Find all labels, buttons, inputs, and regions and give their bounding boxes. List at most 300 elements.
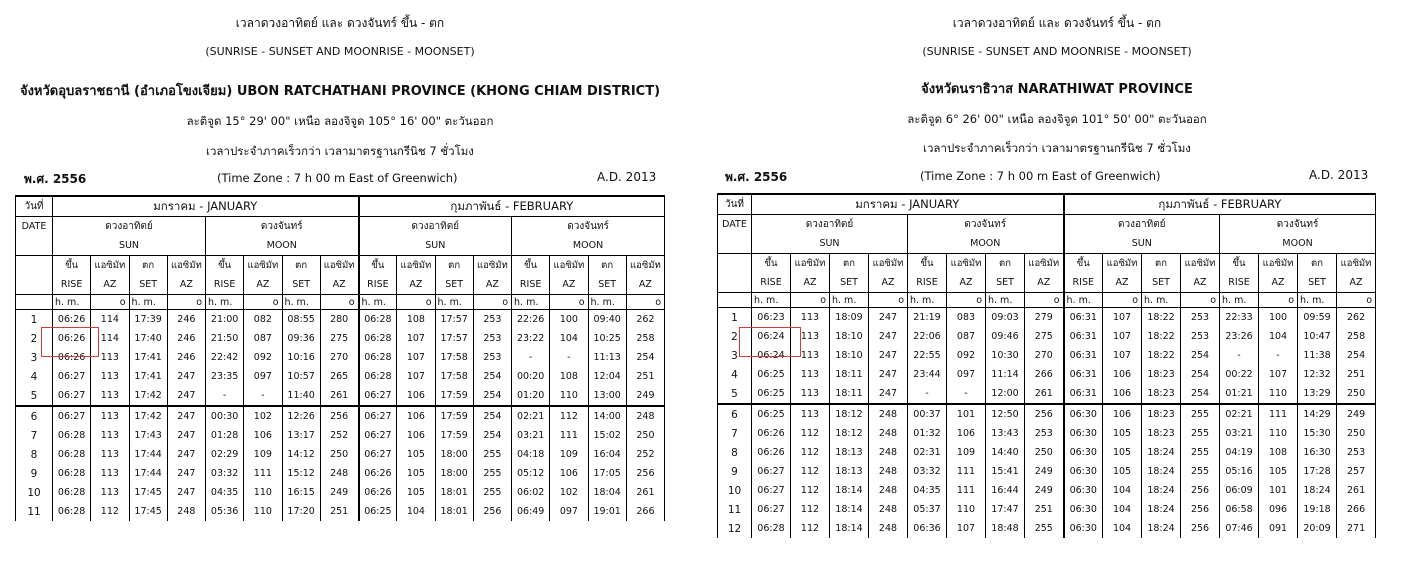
- table-cell: 113: [91, 464, 129, 483]
- table-cell: 17:57: [435, 310, 473, 330]
- coordinates: ละติจูด 15° 29' 00" เหนือ ลองจิจูด 105° 16' 00" ตะวันออก: [186, 114, 494, 128]
- timezone-thai: เวลาประจำภาคเร็วกว่า เวลามาตรฐานกรีนิช 7 ชั่วโมง: [206, 144, 474, 158]
- table-cell: 18:14: [830, 481, 869, 500]
- table-cell: 06:58: [1220, 500, 1259, 519]
- header-sun: SUN: [359, 236, 512, 256]
- table-cell: -: [206, 386, 244, 406]
- table-cell: 113: [91, 386, 129, 406]
- table-cell: 18:23: [1142, 424, 1181, 443]
- table-cell: 112: [791, 481, 830, 500]
- day-number: 2: [718, 327, 752, 346]
- table-cell: 17:41: [129, 367, 167, 386]
- subheader-thai: ขึ้น: [1220, 254, 1259, 274]
- header-sun: SUN: [53, 236, 206, 256]
- title-thai: เวลาดวงอาทิตย์ และ ดวงจันทร์ ขึ้น - ตก: [952, 16, 1162, 30]
- subheader-english: AZ: [397, 275, 435, 295]
- unit-degrees: o: [869, 293, 908, 308]
- unit-hours-minutes: h. m.: [53, 295, 91, 310]
- table-cell: 102: [550, 483, 588, 502]
- table-cell: 110: [1259, 384, 1298, 404]
- table-row: [16, 348, 665, 367]
- subheader-english: AZ: [1103, 273, 1142, 293]
- subheader-thai: แอซิมัท: [626, 256, 664, 276]
- table-cell: 254: [473, 367, 511, 386]
- table-cell: 107: [1103, 327, 1142, 346]
- unit-degrees: o: [397, 295, 435, 310]
- table-cell: 18:12: [830, 404, 869, 424]
- table-cell: 255: [1181, 443, 1220, 462]
- table-cell: 16:30: [1298, 443, 1337, 462]
- unit-hours-minutes: h. m.: [435, 295, 473, 310]
- table-cell: 18:23: [1142, 384, 1181, 404]
- unit-degrees: o: [1181, 293, 1220, 308]
- subheader-thai: แอซิมัท: [869, 254, 908, 274]
- table-cell: 09:40: [588, 310, 626, 330]
- subheader-english: AZ: [167, 275, 205, 295]
- unit-degrees: o: [550, 295, 588, 310]
- table-cell: 18:01: [435, 502, 473, 521]
- table-cell: 06:26: [53, 310, 91, 330]
- unit-hours-minutes: h. m.: [1142, 293, 1181, 308]
- subheader-thai: ขึ้น: [359, 256, 397, 276]
- header-moon: MOON: [206, 236, 359, 256]
- table-cell: 17:58: [435, 367, 473, 386]
- table-cell: 255: [473, 445, 511, 464]
- table-cell: 10:47: [1298, 327, 1337, 346]
- subheader-thai: ขึ้น: [752, 254, 791, 274]
- timezone-english: (Time Zone : 7 h 00 m East of Greenwich): [217, 171, 458, 185]
- table-cell: 02:21: [1220, 404, 1259, 424]
- table-cell: 06:30: [1064, 500, 1103, 519]
- table-cell: 18:13: [830, 443, 869, 462]
- table-cell: 12:04: [588, 367, 626, 386]
- table-cell: 18:23: [1142, 365, 1181, 384]
- table-cell: 06:28: [53, 464, 91, 483]
- subheader-english: RISE: [206, 275, 244, 295]
- table-row: [16, 256, 665, 276]
- table-cell: 17:59: [435, 406, 473, 426]
- unit-degrees: o: [91, 295, 129, 310]
- subheader-thai: แอซิมัท: [1181, 254, 1220, 274]
- table-cell: -: [1259, 346, 1298, 365]
- subheader-english: AZ: [320, 275, 358, 295]
- table-cell: 06:23: [752, 308, 791, 328]
- table-cell: -: [908, 384, 947, 404]
- subheader-thai: ตก: [986, 254, 1025, 274]
- table-cell: 262: [1337, 308, 1376, 328]
- table-cell: 21:19: [908, 308, 947, 328]
- table-cell: 114: [91, 310, 129, 330]
- table-cell: 107: [397, 348, 435, 367]
- table-cell: 247: [869, 308, 908, 328]
- unit-hours-minutes: h. m.: [359, 295, 397, 310]
- table-cell: 13:17: [282, 426, 320, 445]
- subheader-english: SET: [129, 275, 167, 295]
- table-cell: 107: [947, 519, 986, 538]
- subheader-english: SET: [588, 275, 626, 295]
- table-cell: 18:01: [435, 483, 473, 502]
- table-cell: 106: [397, 406, 435, 426]
- title-thai: เวลาดวงอาทิตย์ และ ดวงจันทร์ ขึ้น - ตก: [235, 16, 445, 30]
- table-cell: 249: [320, 483, 358, 502]
- table-cell: 107: [1103, 346, 1142, 365]
- table-cell: 256: [473, 502, 511, 521]
- province-name: จังหวัดอุบลราชธานี (อำเภอโขงเจียม) UBON RATCHATHANI PROVINCE (KHONG CHIAM DISTRICT): [19, 84, 661, 99]
- header-sun-thai: ดวงอาทิตย์: [1064, 215, 1220, 235]
- table-cell: 13:43: [986, 424, 1025, 443]
- table-cell: 250: [1025, 443, 1064, 462]
- header-moon-thai: ดวงจันทร์: [1220, 215, 1376, 235]
- subheader-english: AZ: [550, 275, 588, 295]
- table-cell: 255: [1181, 404, 1220, 424]
- table-cell: 104: [1103, 500, 1142, 519]
- table-cell: 15:12: [282, 464, 320, 483]
- subheader-english: AZ: [626, 275, 664, 295]
- table-cell: 250: [1337, 384, 1376, 404]
- subheader-thai: ขึ้น: [206, 256, 244, 276]
- table-row: [16, 196, 665, 217]
- table-cell: 256: [1181, 500, 1220, 519]
- header-sun-thai: ดวงอาทิตย์: [359, 217, 512, 237]
- table-cell: 02:29: [206, 445, 244, 464]
- table-cell: 18:12: [830, 424, 869, 443]
- table-cell: 110: [244, 502, 282, 521]
- table-cell: 06:28: [53, 445, 91, 464]
- subheader-english: AZ: [473, 275, 511, 295]
- table-row: [718, 462, 1376, 481]
- table-cell: 107: [397, 329, 435, 348]
- table-cell: 23:26: [1220, 327, 1259, 346]
- table-cell: 253: [1025, 424, 1064, 443]
- table-row: [16, 502, 665, 521]
- table-row: [718, 327, 1376, 346]
- table-cell: 114: [91, 329, 129, 348]
- subheader-thai: แอซิมัท: [1025, 254, 1064, 274]
- table-cell: 23:35: [206, 367, 244, 386]
- table-cell: 113: [91, 483, 129, 502]
- table-cell: 18:24: [1142, 481, 1181, 500]
- table-cell: 113: [791, 346, 830, 365]
- table-cell: 06:26: [53, 348, 91, 367]
- table-row: [16, 406, 665, 426]
- table-cell: 110: [947, 500, 986, 519]
- title-english: (SUNRISE - SUNSET AND MOONRISE - MOONSET): [922, 45, 1192, 58]
- table-cell: 17:59: [435, 386, 473, 406]
- table-cell: 04:18: [512, 445, 550, 464]
- table-cell: 06:27: [53, 367, 91, 386]
- unit-hours-minutes: h. m.: [986, 293, 1025, 308]
- table-cell: 06:49: [512, 502, 550, 521]
- table-cell: 18:10: [830, 346, 869, 365]
- table-cell: 18:14: [830, 519, 869, 538]
- table-cell: 12:32: [1298, 365, 1337, 384]
- subheader-english: RISE: [512, 275, 550, 295]
- table-cell: 06:31: [1064, 346, 1103, 365]
- header-day-thai: วันที่: [718, 194, 752, 215]
- table-cell: 09:03: [986, 308, 1025, 328]
- day-number: 1: [718, 308, 752, 328]
- day-number: 11: [16, 502, 53, 521]
- table-row: [16, 217, 665, 237]
- table-cell: 251: [1025, 500, 1064, 519]
- table-cell: 06:25: [752, 365, 791, 384]
- table-cell: 06:27: [359, 445, 397, 464]
- table-cell: 06:26: [359, 483, 397, 502]
- year-be: พ.ศ. 2556: [24, 172, 87, 186]
- table-cell: 253: [1181, 308, 1220, 328]
- table-cell: 254: [473, 406, 511, 426]
- table-cell: 01:21: [1220, 384, 1259, 404]
- table-cell: 092: [244, 348, 282, 367]
- table-cell: 17:20: [282, 502, 320, 521]
- subheader-thai: แอซิมัท: [320, 256, 358, 276]
- day-number: 1: [16, 310, 53, 330]
- blank-cell: [16, 275, 53, 295]
- table-cell: 17:45: [129, 502, 167, 521]
- table-cell: 20:09: [1298, 519, 1337, 538]
- header-february: กุมภาพันธ์ - FEBRUARY: [359, 196, 665, 217]
- table-cell: 248: [869, 481, 908, 500]
- subheader-thai: แอซิมัท: [397, 256, 435, 276]
- table-row: [718, 443, 1376, 462]
- table-cell: 271: [1337, 519, 1376, 538]
- subheader-thai: แอซิมัท: [1103, 254, 1142, 274]
- subheader-english: SET: [282, 275, 320, 295]
- table-cell: 14:12: [282, 445, 320, 464]
- table-cell: 01:20: [512, 386, 550, 406]
- table-cell: 270: [1025, 346, 1064, 365]
- table-row: [16, 367, 665, 386]
- unit-degrees: o: [473, 295, 511, 310]
- subheader-english: AZ: [791, 273, 830, 293]
- day-number: 7: [718, 424, 752, 443]
- table-cell: 11:14: [986, 365, 1025, 384]
- table-cell: 109: [947, 443, 986, 462]
- day-number: 6: [718, 404, 752, 424]
- table-cell: 113: [91, 348, 129, 367]
- table-cell: 248: [869, 462, 908, 481]
- table-cell: 18:09: [830, 308, 869, 328]
- table-cell: 105: [1103, 462, 1142, 481]
- table-cell: 06:28: [359, 329, 397, 348]
- table-cell: 06:26: [359, 464, 397, 483]
- table-cell: 06:27: [53, 406, 91, 426]
- unit-hours-minutes: h. m.: [129, 295, 167, 310]
- table-cell: 247: [869, 327, 908, 346]
- table-cell: 108: [1259, 443, 1298, 462]
- subheader-thai: แอซิมัท: [550, 256, 588, 276]
- table-cell: 112: [91, 502, 129, 521]
- table-cell: 097: [244, 367, 282, 386]
- subheader-english: SET: [1142, 273, 1181, 293]
- table-cell: 247: [167, 445, 205, 464]
- table-cell: 247: [167, 426, 205, 445]
- subheader-english: AZ: [1337, 273, 1376, 293]
- table-cell: 275: [1025, 327, 1064, 346]
- table-cell: 16:44: [986, 481, 1025, 500]
- table-cell: 18:11: [830, 384, 869, 404]
- blank-cell: [16, 236, 53, 256]
- table-cell: 249: [1025, 481, 1064, 500]
- subheader-english: AZ: [1025, 273, 1064, 293]
- unit-degrees: o: [167, 295, 205, 310]
- table-cell: 05:37: [908, 500, 947, 519]
- table-cell: 256: [320, 406, 358, 426]
- table-cell: 18:10: [830, 327, 869, 346]
- table-cell: 266: [626, 502, 664, 521]
- table-cell: 22:42: [206, 348, 244, 367]
- unit-hours-minutes: h. m.: [282, 295, 320, 310]
- table-cell: 06:28: [359, 348, 397, 367]
- table-cell: 254: [1181, 365, 1220, 384]
- table-cell: 104: [1103, 519, 1142, 538]
- day-number: 10: [16, 483, 53, 502]
- day-number: 9: [16, 464, 53, 483]
- unit-degrees: o: [1259, 293, 1298, 308]
- table-cell: 06:31: [1064, 384, 1103, 404]
- table-cell: 14:29: [1298, 404, 1337, 424]
- header-sun: SUN: [752, 234, 908, 254]
- table-cell: 256: [1181, 519, 1220, 538]
- unit-hours-minutes: h. m.: [1298, 293, 1337, 308]
- table-cell: 247: [869, 365, 908, 384]
- table-row: [718, 254, 1376, 274]
- table-row: [718, 424, 1376, 443]
- table-cell: 18:22: [1142, 346, 1181, 365]
- subheader-english: AZ: [947, 273, 986, 293]
- table-cell: 113: [791, 327, 830, 346]
- table-cell: 18:11: [830, 365, 869, 384]
- table-cell: 03:21: [512, 426, 550, 445]
- subheader-thai: ตก: [129, 256, 167, 276]
- subheader-thai: ตก: [435, 256, 473, 276]
- table-cell: 254: [473, 386, 511, 406]
- table-cell: 266: [1025, 365, 1064, 384]
- subheader-thai: ขึ้น: [53, 256, 91, 276]
- table-cell: 05:36: [206, 502, 244, 521]
- header-sun-thai: ดวงอาทิตย์: [53, 217, 206, 237]
- table-cell: 104: [397, 502, 435, 521]
- subheader-thai: ขึ้น: [908, 254, 947, 274]
- day-number: 10: [718, 481, 752, 500]
- table-cell: 110: [244, 483, 282, 502]
- table-cell: 104: [1103, 481, 1142, 500]
- table-cell: 06:30: [1064, 424, 1103, 443]
- table-cell: 248: [869, 519, 908, 538]
- table-cell: 105: [1103, 443, 1142, 462]
- table-cell: 18:24: [1298, 481, 1337, 500]
- table-cell: 18:00: [435, 445, 473, 464]
- table-cell: 06:31: [1064, 327, 1103, 346]
- header-date: DATE: [16, 217, 53, 237]
- table-cell: 06:28: [752, 519, 791, 538]
- subheader-thai: แอซิมัท: [244, 256, 282, 276]
- table-cell: 18:14: [830, 500, 869, 519]
- table-cell: 113: [791, 308, 830, 328]
- table-cell: 254: [1337, 346, 1376, 365]
- table-cell: 17:44: [129, 464, 167, 483]
- subheader-thai: แอซิมัท: [1259, 254, 1298, 274]
- table-cell: 23:22: [512, 329, 550, 348]
- table-cell: 04:35: [908, 481, 947, 500]
- table-cell: 00:37: [908, 404, 947, 424]
- table-cell: 13:29: [1298, 384, 1337, 404]
- table-cell: 097: [550, 502, 588, 521]
- table-cell: 18:13: [830, 462, 869, 481]
- table-row: [718, 194, 1376, 215]
- table-cell: 107: [1103, 308, 1142, 328]
- table-cell: 106: [244, 426, 282, 445]
- table-cell: 113: [91, 426, 129, 445]
- table-cell: 03:32: [206, 464, 244, 483]
- table-cell: 17:28: [1298, 462, 1337, 481]
- table-cell: 100: [1259, 308, 1298, 328]
- header-moon-thai: ดวงจันทร์: [908, 215, 1064, 235]
- table-cell: 17:43: [129, 426, 167, 445]
- table-cell: 10:30: [986, 346, 1025, 365]
- table-cell: 254: [626, 348, 664, 367]
- table-row: [16, 426, 665, 445]
- blank-cell: [718, 273, 752, 293]
- table-cell: 03:21: [1220, 424, 1259, 443]
- table-row: [16, 464, 665, 483]
- header-january: มกราคม - JANUARY: [53, 196, 359, 217]
- table-cell: 112: [791, 443, 830, 462]
- table-cell: 17:39: [129, 310, 167, 330]
- table-cell: 082: [244, 310, 282, 330]
- table-cell: 06:30: [1064, 404, 1103, 424]
- table-cell: 06:30: [1064, 519, 1103, 538]
- table-cell: 279: [1025, 308, 1064, 328]
- table-row: [16, 275, 665, 295]
- table-cell: 252: [626, 445, 664, 464]
- table-cell: 15:02: [588, 426, 626, 445]
- table-cell: 105: [397, 464, 435, 483]
- table-cell: 11:40: [282, 386, 320, 406]
- table-cell: 261: [320, 386, 358, 406]
- table-cell: 253: [1337, 443, 1376, 462]
- subheader-english: RISE: [752, 273, 791, 293]
- province-name: จังหวัดนราธิวาส NARATHIWAT PROVINCE: [921, 82, 1193, 97]
- subheader-thai: แอซิมัท: [947, 254, 986, 274]
- unit-degrees: o: [791, 293, 830, 308]
- table-cell: 00:20: [512, 367, 550, 386]
- table-cell: 254: [1181, 384, 1220, 404]
- table-cell: 248: [167, 502, 205, 521]
- table-cell: 106: [397, 386, 435, 406]
- table-cell: 18:24: [1142, 519, 1181, 538]
- table-cell: 097: [947, 365, 986, 384]
- unit-hours-minutes: h. m.: [588, 295, 626, 310]
- table-cell: 111: [947, 481, 986, 500]
- subheader-english: SET: [830, 273, 869, 293]
- table-row: [718, 234, 1376, 254]
- day-number: 8: [718, 443, 752, 462]
- table-cell: 112: [791, 500, 830, 519]
- unit-degrees: o: [1337, 293, 1376, 308]
- table-cell: 113: [91, 367, 129, 386]
- table-cell: 18:24: [1142, 462, 1181, 481]
- table-cell: 06:25: [752, 404, 791, 424]
- table-cell: 06:28: [53, 426, 91, 445]
- table-cell: 11:13: [588, 348, 626, 367]
- table-cell: 108: [550, 367, 588, 386]
- table-cell: 06:28: [53, 502, 91, 521]
- table-cell: 06:02: [512, 483, 550, 502]
- table-cell: 06:25: [359, 502, 397, 521]
- subheader-english: SET: [986, 273, 1025, 293]
- table-cell: 17:45: [129, 483, 167, 502]
